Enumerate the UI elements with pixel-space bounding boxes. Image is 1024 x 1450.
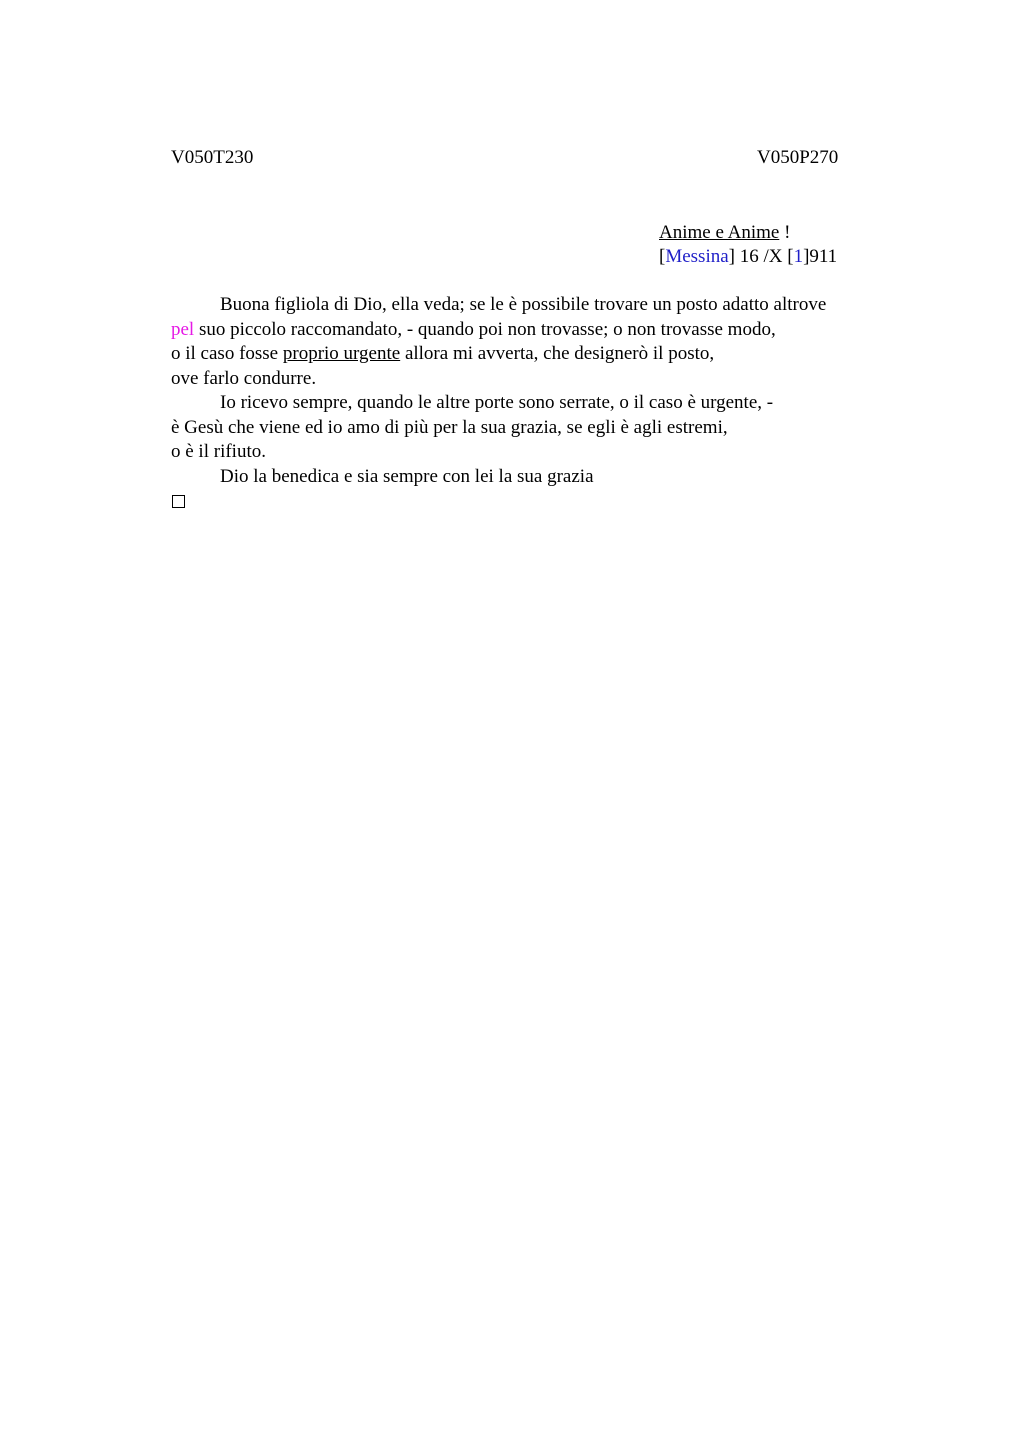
letter-title: Anime e Anime	[659, 222, 780, 243]
body-line: Dio la benedica e sia sempre con lei la sua grazia	[220, 465, 594, 487]
body-line: Io ricevo sempre, quando le altre porte sono serrate, o il caso è urgente, -	[220, 392, 774, 413]
body-line: è Gesù che viene ed io amo di più per la sua grazia, se egli è agli estremi,	[171, 416, 728, 438]
date-part: ] 16 /X [	[728, 246, 794, 267]
underlined-phrase: proprio urgente	[282, 343, 401, 364]
body-line: Buona figliola di Dio, ella veda; se le è possibile trovare un posto adatto altrove	[220, 294, 827, 315]
body-line	[171, 342, 891, 367]
place-name: Messina	[665, 246, 729, 267]
body-line: ove farlo condurre.	[171, 367, 317, 389]
body-line: o è il rifiuto.	[171, 441, 266, 462]
document-code-left: V050T230	[171, 147, 254, 168]
letter-heading	[659, 221, 837, 269]
letter-body	[171, 293, 891, 508]
end-marker-box	[172, 495, 185, 508]
letter-title-row	[659, 221, 837, 245]
year-bracket-digit: 1	[793, 246, 804, 267]
body-text-segment: allora mi avverta, che designerò il posto,	[400, 343, 715, 364]
body-text-segment: o il caso fosse	[171, 343, 283, 364]
document-code-right: V050P270	[757, 147, 839, 168]
place-bracket-open: [	[659, 246, 666, 267]
year-rest: ]911	[803, 246, 838, 267]
body-text-segment: suo piccolo raccomandato, - quando poi non trovasse; o non trovasse modo,	[194, 318, 776, 340]
body-line	[171, 318, 891, 343]
letter-title-suffix: !	[779, 222, 791, 243]
highlighted-word: pel	[171, 318, 195, 340]
letter-place-date	[659, 245, 837, 269]
